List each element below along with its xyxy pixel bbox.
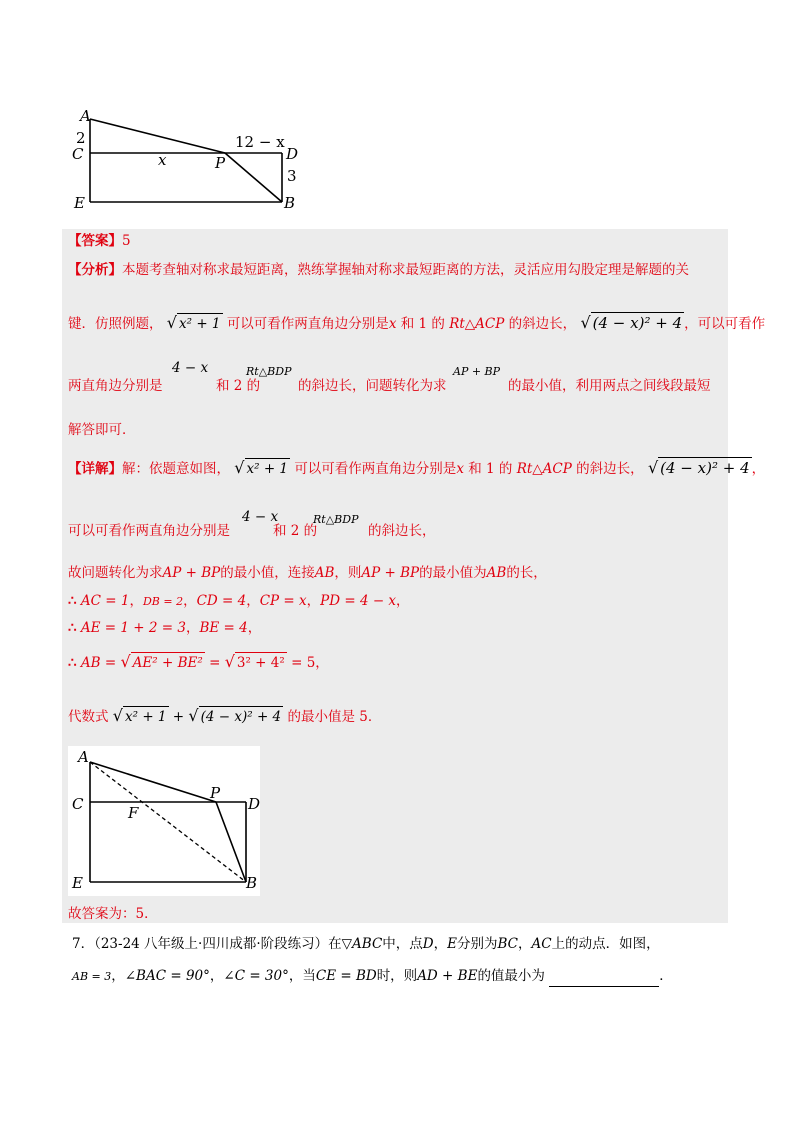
q-text-d: 分别为 — [456, 936, 498, 952]
eq-be: BE = 4 — [199, 620, 248, 636]
radicand: x² + 1 — [123, 706, 169, 727]
triangle-bdp: Rt△BDP — [246, 365, 292, 378]
detail-text-3e: 的长， — [506, 565, 547, 581]
expr-ap-bp: AP + BP — [162, 565, 221, 581]
eq-pd: PD = 4 − x — [320, 593, 397, 609]
radicand: 3² + 4² — [235, 652, 287, 673]
expr-ap-bp: AP + BP — [453, 365, 501, 378]
result-5: = 5 — [291, 655, 316, 671]
label-p: P — [210, 784, 221, 802]
answer-line — [68, 231, 131, 251]
q-text-f: 上的动点．如图， — [551, 936, 660, 952]
label-a: A — [78, 748, 89, 766]
label-b: B — [246, 874, 258, 892]
analysis-tag: 【分析】 — [68, 262, 122, 278]
analysis-text-2c: 和 1 的 — [400, 316, 445, 332]
analysis-line-2 — [68, 312, 765, 334]
detail-text-1b: 可以可看作两直角边分别是 — [294, 461, 457, 477]
label-e: E — [74, 194, 85, 212]
detail-text-3d: 的最小值为 — [419, 565, 487, 581]
label-2: 2 — [76, 129, 86, 147]
detail-line-7: 代数式 √ x² + 1 + √ (4 − x)² + 4 的最小值是 5． — [68, 706, 382, 725]
radical-x2p1-final: √ x² + 1 — [112, 706, 167, 725]
question-7-line-1 — [72, 934, 660, 954]
sep: ， — [111, 968, 125, 984]
detail-line-2 — [68, 521, 230, 541]
question-7-line-2 — [72, 966, 673, 987]
sep: ， — [246, 593, 260, 609]
detail-text-3a: 故问题转化为求 — [68, 565, 163, 581]
detail-text-3b: 的最小值，连接 — [220, 565, 315, 581]
label-p: P — [215, 154, 226, 172]
analysis-text-1: 本题考查轴对称求最短距离，熟练掌握轴对称求最短距离的方法，灵活应用勾股定理是解题的关 — [122, 262, 689, 278]
sep: ， — [315, 655, 329, 671]
q-text-end: ． — [659, 968, 673, 984]
sep: ， — [183, 593, 197, 609]
radicand: (4 − x)² + 4 — [660, 459, 750, 477]
radicand: x² + 1 — [245, 458, 291, 479]
analysis-text-2e: ，可以可看作 — [684, 316, 766, 332]
detail-line-4 — [68, 591, 410, 612]
label-c: C — [72, 145, 84, 163]
radical-ae-be: √ AE² + BE² — [120, 652, 203, 671]
radicand: x² + 1 — [177, 313, 223, 334]
sep: ， — [209, 968, 224, 984]
detail-line-5 — [68, 618, 261, 638]
detail-tag: 【详解】 — [68, 461, 122, 477]
label-a: A — [80, 107, 91, 125]
seg-ab-2: AB — [486, 565, 507, 581]
segment-a-b-dashed — [90, 762, 246, 882]
label-e: E — [72, 874, 83, 892]
analysis-text-3c: 的斜边长，问题转化为求 — [298, 378, 447, 394]
analysis-text-3b: 和 2 的 — [216, 378, 261, 394]
analysis-text-3a: 两直角边分别是 — [68, 378, 163, 394]
expr-4-minus-x: 4 − x — [172, 360, 209, 376]
answer-value: 5 — [122, 233, 131, 249]
radicand: (4 − x)² + 4 — [199, 706, 284, 727]
angle-c: ∠C = 30° — [223, 968, 289, 984]
q-text-c: ， — [433, 936, 448, 952]
question-source: （23-24 八年级上·四川成都·阶段练习） — [94, 936, 329, 952]
triangle-abc: ▽ABC — [341, 936, 383, 952]
analysis-text-3d: 的最小值，利用两点之间线段最短 — [508, 378, 711, 394]
label-x: x — [158, 151, 167, 169]
triangle-acp: Rt△ACP — [516, 461, 572, 477]
therefore-icon: ∴ — [68, 620, 77, 636]
detail-text-1a: 解：依题意如图， — [122, 461, 230, 477]
sep: ， — [247, 620, 262, 636]
analysis-text-4: 解答即可． — [68, 422, 136, 438]
q-text-i: 的值最小为 — [477, 968, 545, 984]
segment-a-p — [90, 762, 216, 802]
figure-1 — [70, 105, 310, 215]
label-d: D — [248, 795, 260, 813]
radical-3-4: √ 3² + 4² — [224, 652, 285, 671]
point-d: D — [422, 936, 434, 952]
detail-text-2a: 可以可看作两直角边分别是 — [68, 523, 230, 539]
detail-line-3 — [68, 563, 547, 583]
final-answer — [68, 904, 158, 924]
segment-p-b — [225, 153, 282, 202]
analysis-text-2d: 的斜边长， — [508, 316, 577, 332]
eq-ab: AB = — [80, 655, 117, 671]
therefore-icon: ∴ — [68, 655, 77, 671]
detail-text-1e: ， — [751, 461, 766, 477]
sep: ， — [185, 620, 200, 636]
q-text-b: 中，点 — [382, 936, 423, 952]
detail-line-6 — [68, 652, 329, 673]
eq-cd: CD = 4 — [196, 593, 247, 609]
therefore-icon: ∴ — [68, 593, 77, 609]
expr-ap-bp-2: AP + BP — [361, 565, 420, 581]
analysis-text-2a: 键．仿照例题， — [68, 316, 163, 332]
seg-bc: BC — [497, 936, 518, 952]
eq-cp: CP = x — [259, 593, 307, 609]
answer-blank[interactable] — [549, 972, 659, 987]
q-text-e: ， — [517, 936, 532, 952]
analysis-line-4 — [68, 420, 136, 440]
label-3: 3 — [287, 167, 297, 185]
radical-4x: √ (4 − x)² + 4 — [580, 313, 683, 332]
analysis-line-3 — [68, 376, 163, 396]
sep: ， — [306, 593, 321, 609]
detail-line-1 — [68, 457, 765, 479]
q-text-h: 时，则 — [376, 968, 418, 984]
detail-text-2c: 的斜边长， — [368, 523, 436, 539]
seg-ab: AB — [314, 565, 335, 581]
var-x: x — [388, 316, 397, 332]
label-f: F — [128, 804, 139, 822]
detail-text-7a: 代数式 — [68, 709, 109, 725]
eq-ae: AE = 1 + 2 = 3 — [80, 620, 186, 636]
radicand: (4 − x)² + 4 — [592, 314, 683, 332]
triangle-acp: Rt△ACP — [449, 316, 505, 332]
eq-ac: AC = 1 — [80, 593, 130, 609]
analysis-line-1 — [68, 260, 689, 280]
figure-2 — [68, 746, 260, 896]
question-number: 7． — [72, 936, 95, 952]
radical-4x-final: √ (4 − x)² + 4 — [188, 706, 282, 725]
expr-4-minus-x-2: 4 − x — [242, 509, 279, 525]
radical-x2p1-detail: √ x² + 1 — [234, 458, 289, 477]
sep: ， — [396, 593, 410, 609]
q-text-a: 在 — [328, 936, 342, 952]
detail-text-2b: 和 2 的 — [273, 523, 318, 539]
angle-bac: ∠BAC = 90° — [124, 968, 210, 984]
label-d: D — [286, 145, 299, 163]
label-b: B — [284, 194, 296, 212]
final-text: 故答案为：5． — [68, 906, 158, 922]
radicand: AE² + BE² — [131, 652, 205, 673]
triangle-bdp-2: Rt△BDP — [313, 513, 359, 526]
seg-ac: AC — [531, 936, 552, 952]
segment-a-p — [90, 119, 225, 153]
point-e: E — [447, 936, 457, 952]
eq-db: DB = 2 — [142, 595, 184, 608]
eq-ce-bd: CE = BD — [315, 968, 377, 984]
detail-text-3c: ，则 — [334, 565, 362, 581]
q-text-g: ，当 — [288, 968, 316, 984]
var-x: x — [456, 461, 464, 477]
detail-text-7b: 的最小值是 5． — [287, 709, 382, 725]
detail-text-1c: 和 1 的 — [468, 461, 513, 477]
label-c: C — [72, 795, 84, 813]
detail-text-1d: 的斜边长， — [576, 461, 644, 477]
radical-4x-detail: √ (4 − x)² + 4 — [647, 458, 750, 477]
answer-tag: 【答案】 — [68, 233, 122, 249]
eq-ab3: AB = 3 — [72, 970, 112, 983]
expr-ad-be: AD + BE — [417, 968, 478, 984]
sep: ， — [129, 593, 143, 609]
equals: = — [209, 655, 221, 671]
radical-x2p1: √ x² + 1 — [166, 313, 221, 332]
label-12-minus-x: 12 − x — [235, 133, 285, 151]
analysis-text-2b: 可以可看作两直角边分别是 — [226, 316, 389, 332]
